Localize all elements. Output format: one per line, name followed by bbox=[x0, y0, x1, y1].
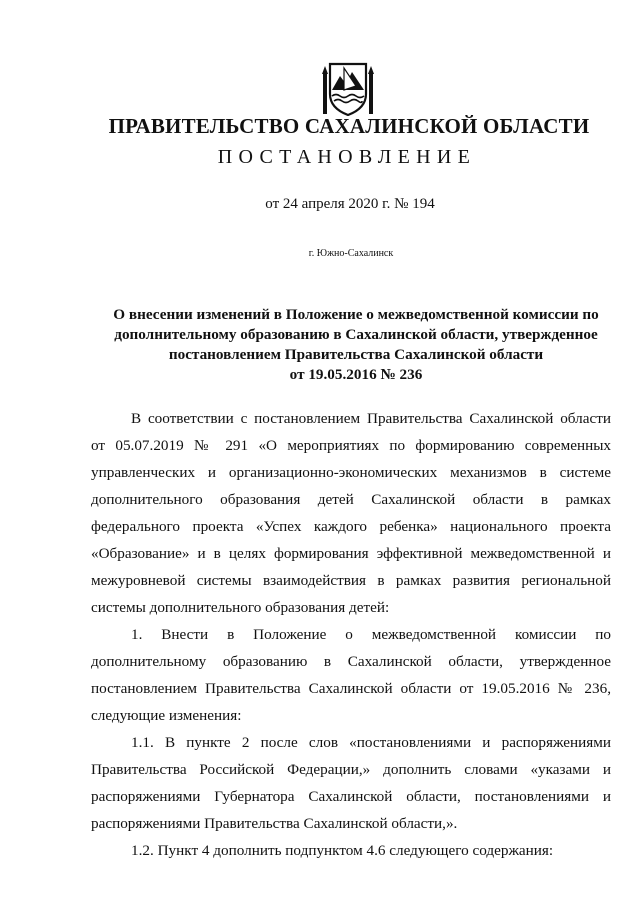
subject-line: постановлением Правительства Сахалинской области bbox=[168, 346, 544, 363]
body-line: от 05.07.2019 № 291 «О мероприятиях по формированию современных bbox=[91, 437, 611, 454]
body-line: межуровневой системы взаимодействия в рамках развития региональной bbox=[91, 572, 611, 589]
body-line: системы дополнительного образования детей: bbox=[91, 599, 390, 616]
body-line: управленческих и организационно-экономических механизмов в системе bbox=[91, 464, 611, 481]
subject-line: О внесении изменений в Положение о межведомственной комиссии по bbox=[113, 306, 599, 323]
document-city: г. Южно-Сахалинск bbox=[308, 248, 394, 259]
sakhalin-coat-of-arms-icon bbox=[322, 60, 374, 116]
body-line: постановлением Правительства Сахалинской области от 19.05.2016 № 236, bbox=[91, 680, 611, 697]
body-line: «Образование» и в целях формирования эффективной межведомственной и bbox=[91, 545, 611, 562]
document-subject bbox=[96, 305, 616, 385]
organization-title: ПРАВИТЕЛЬСТВО САХАЛИНСКОЙ ОБЛАСТИ bbox=[108, 114, 590, 138]
document-type: ПОСТАНОВЛЕНИЕ bbox=[217, 146, 477, 168]
document-date-number: от 24 апреля 2020 г. № 194 bbox=[265, 196, 435, 212]
body-line: распоряжениями Правительства Сахалинской области,». bbox=[91, 815, 458, 832]
body-line: распоряжениями Губернатора Сахалинской области, постановлениями и bbox=[91, 788, 611, 805]
body-line: 1. Внести в Положение о межведомственной комиссии по bbox=[131, 626, 611, 643]
body-line: следующие изменения: bbox=[91, 707, 242, 724]
body-line: 1.2. Пункт 4 дополнить подпунктом 4.6 следующего содержания: bbox=[131, 842, 554, 859]
body-line: федерального проекта «Успех каждого ребенка» национального проекта bbox=[91, 518, 611, 535]
body-line: дополнительного образования детей Сахалинской области в рамках bbox=[91, 491, 611, 508]
subject-line: дополнительному образованию в Сахалинской области, утвержденное bbox=[114, 326, 598, 343]
body-line: 1.1. В пункте 2 после слов «постановлениями и распоряжениями bbox=[131, 734, 611, 751]
body-line: дополнительному образованию в Сахалинской области, утвержденное bbox=[91, 653, 611, 670]
body-line: Правительства Российской Федерации,» дополнить словами «указами и bbox=[91, 761, 611, 778]
body-line: В соответствии с постановлением Правительства Сахалинской области bbox=[131, 410, 611, 427]
document-body bbox=[91, 405, 611, 864]
subject-line: от 19.05.2016 № 236 bbox=[289, 366, 423, 383]
